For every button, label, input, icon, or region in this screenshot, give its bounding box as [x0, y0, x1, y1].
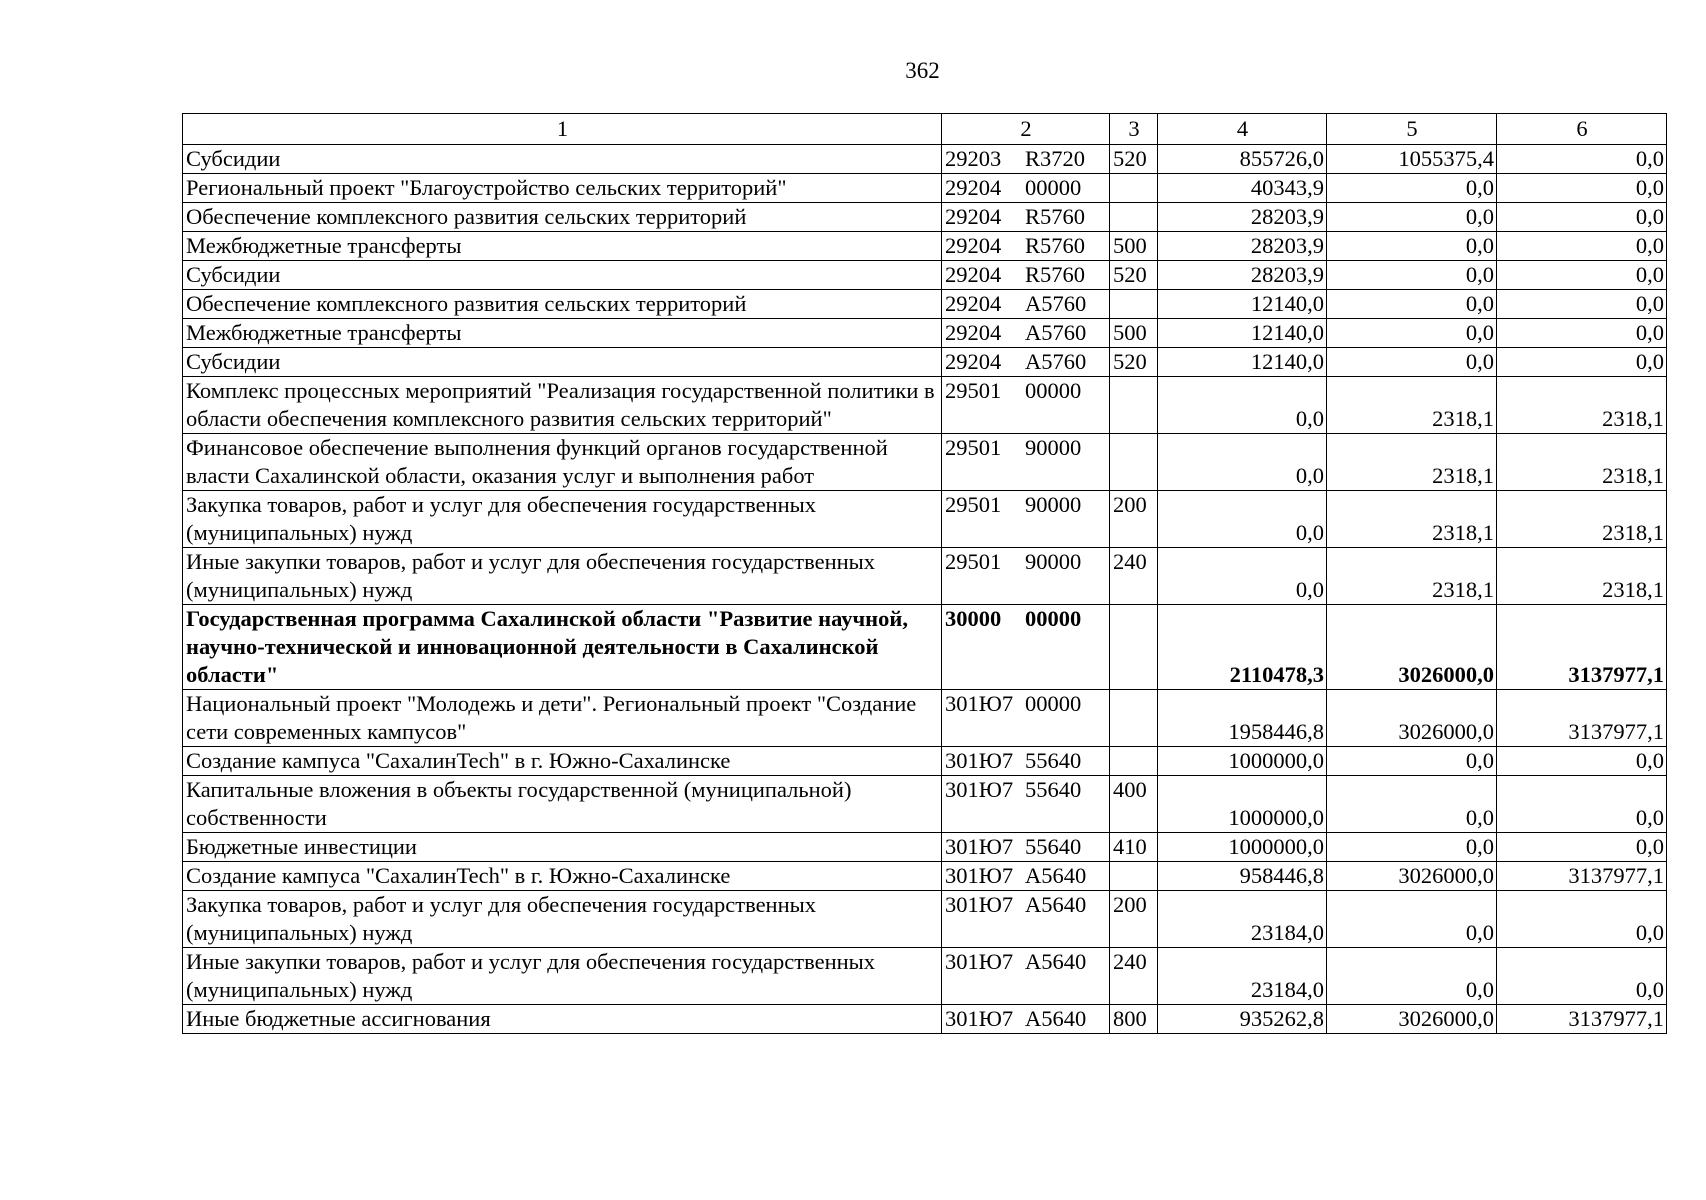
- row-expense-type-cell: 200: [1110, 891, 1158, 948]
- row-code-cell: [942, 290, 1110, 319]
- program-code: 29204: [945, 320, 1002, 345]
- budget-table: [182, 113, 1667, 1034]
- row-value-col5: 3026000,0: [1327, 690, 1497, 747]
- row-value-col4: 935262,8: [1158, 1005, 1327, 1034]
- direction-code: 55640: [1025, 777, 1082, 802]
- direction-code: 00000: [1025, 691, 1082, 716]
- table-row: [183, 1005, 1667, 1034]
- row-name-cell: Субсидии: [183, 348, 942, 377]
- row-value-col6: 0,0: [1497, 891, 1667, 948]
- row-value-col4: 1000000,0: [1158, 833, 1327, 862]
- direction-code: A5640: [1025, 1006, 1087, 1031]
- program-code: 29501: [945, 378, 1002, 403]
- row-code-cell: [942, 948, 1110, 1005]
- row-value-col5: 2318,1: [1327, 548, 1497, 605]
- direction-code: A5640: [1025, 892, 1087, 917]
- row-code-cell: [942, 862, 1110, 891]
- row-value-col6: 0,0: [1497, 776, 1667, 833]
- row-code-cell: [942, 348, 1110, 377]
- row-expense-type-cell: 240: [1110, 948, 1158, 1005]
- row-value-col5: 3026000,0: [1327, 1005, 1497, 1034]
- direction-code: 55640: [1025, 834, 1082, 859]
- row-value-col6: 0,0: [1497, 145, 1667, 174]
- column-header: 1: [183, 114, 942, 145]
- row-code-cell: [942, 548, 1110, 605]
- direction-code: A5760: [1025, 349, 1087, 374]
- table-row: [183, 290, 1667, 319]
- direction-code: A5640: [1025, 863, 1087, 888]
- row-value-col4: 1000000,0: [1158, 747, 1327, 776]
- table-row: [183, 174, 1667, 203]
- row-value-col5: 0,0: [1327, 232, 1497, 261]
- row-value-col4: 12140,0: [1158, 348, 1327, 377]
- row-value-col5: 1055375,4: [1327, 145, 1497, 174]
- program-code: 29204: [945, 233, 1002, 258]
- row-value-col4: 1000000,0: [1158, 776, 1327, 833]
- table-row: [183, 145, 1667, 174]
- row-code-cell: [942, 833, 1110, 862]
- direction-code: 90000: [1025, 435, 1082, 460]
- row-value-col6: 0,0: [1497, 261, 1667, 290]
- row-value-col6: 0,0: [1497, 319, 1667, 348]
- row-value-col6: 3137977,1: [1497, 605, 1667, 690]
- row-name-cell: Комплекс процессных мероприятий "Реализация государственной политики в области обеспечения комплексного развития сельских территорий": [183, 377, 942, 434]
- row-value-col4: 28203,9: [1158, 261, 1327, 290]
- table-body: [183, 114, 1667, 1034]
- row-name-cell: Межбюджетные трансферты: [183, 319, 942, 348]
- program-code: 29501: [945, 549, 1002, 574]
- row-code-cell: [942, 690, 1110, 747]
- table-row: [183, 491, 1667, 548]
- row-name-cell: Иные закупки товаров, работ и услуг для обеспечения государственных (муниципальных) нужд: [183, 948, 942, 1005]
- row-name-cell: Обеспечение комплексного развития сельских территорий: [183, 290, 942, 319]
- row-value-col4: 28203,9: [1158, 203, 1327, 232]
- row-value-col5: 2318,1: [1327, 434, 1497, 491]
- program-code: 301Ю7: [945, 691, 1014, 716]
- row-expense-type-cell: [1110, 434, 1158, 491]
- row-expense-type-cell: 240: [1110, 548, 1158, 605]
- row-value-col4: 958446,8: [1158, 862, 1327, 891]
- row-expense-type-cell: 410: [1110, 833, 1158, 862]
- page-number: 362: [905, 58, 940, 83]
- row-code-cell: [942, 232, 1110, 261]
- row-value-col6: 0,0: [1497, 833, 1667, 862]
- program-code: 29204: [945, 262, 1002, 287]
- table-row: [183, 747, 1667, 776]
- program-code: 29501: [945, 492, 1002, 517]
- program-code: 301Ю7: [945, 777, 1014, 802]
- row-expense-type-cell: 520: [1110, 261, 1158, 290]
- row-value-col5: 0,0: [1327, 203, 1497, 232]
- direction-code: R5760: [1025, 204, 1086, 229]
- row-value-col4: 28203,9: [1158, 232, 1327, 261]
- table-row: [183, 434, 1667, 491]
- row-value-col5: 0,0: [1327, 261, 1497, 290]
- row-value-col5: 0,0: [1327, 833, 1497, 862]
- row-value-col5: 3026000,0: [1327, 862, 1497, 891]
- row-value-col4: 855726,0: [1158, 145, 1327, 174]
- row-code-cell: [942, 319, 1110, 348]
- row-name-cell: Финансовое обеспечение выполнения функций органов государственной власти Сахалинской области, оказания услуг и выполнения работ: [183, 434, 942, 491]
- column-header: 2: [942, 114, 1110, 145]
- row-name-cell: Иные бюджетные ассигнования: [183, 1005, 942, 1034]
- row-name-cell: Субсидии: [183, 145, 942, 174]
- row-name-cell: Капитальные вложения в объекты государственной (муниципальной) собственности: [183, 776, 942, 833]
- direction-code: R5760: [1025, 262, 1086, 287]
- row-expense-type-cell: 800: [1110, 1005, 1158, 1034]
- program-code: 301Ю7: [945, 863, 1014, 888]
- program-code: 29204: [945, 349, 1002, 374]
- row-value-col6: 3137977,1: [1497, 690, 1667, 747]
- direction-code: 55640: [1025, 748, 1082, 773]
- program-code: 301Ю7: [945, 892, 1014, 917]
- row-value-col6: 0,0: [1497, 348, 1667, 377]
- row-name-cell: Межбюджетные трансферты: [183, 232, 942, 261]
- table-row: [183, 833, 1667, 862]
- row-code-cell: [942, 605, 1110, 690]
- table-row: [183, 862, 1667, 891]
- direction-code: R5760: [1025, 233, 1086, 258]
- row-value-col6: 0,0: [1497, 203, 1667, 232]
- table-row: [183, 548, 1667, 605]
- table-row: [183, 319, 1667, 348]
- row-expense-type-cell: [1110, 174, 1158, 203]
- row-value-col4: 1958446,8: [1158, 690, 1327, 747]
- direction-code: 00000: [1025, 175, 1082, 200]
- row-value-col5: 0,0: [1327, 290, 1497, 319]
- row-value-col6: 0,0: [1497, 948, 1667, 1005]
- program-code: 29204: [945, 204, 1002, 229]
- row-name-cell: Государственная программа Сахалинской области "Развитие научной, научно-технической и инновационной деятельности в Сахалинской области": [183, 605, 942, 690]
- program-code: 301Ю7: [945, 949, 1014, 974]
- row-code-cell: [942, 776, 1110, 833]
- row-expense-type-cell: [1110, 690, 1158, 747]
- table-row: [183, 776, 1667, 833]
- direction-code: R3720: [1025, 146, 1086, 171]
- program-code: 29203: [945, 146, 1002, 171]
- row-code-cell: [942, 203, 1110, 232]
- table-row: [183, 948, 1667, 1005]
- row-expense-type-cell: [1110, 747, 1158, 776]
- row-value-col6: 0,0: [1497, 174, 1667, 203]
- row-expense-type-cell: [1110, 203, 1158, 232]
- row-value-col4: 0,0: [1158, 491, 1327, 548]
- row-expense-type-cell: [1110, 605, 1158, 690]
- row-value-col6: 2318,1: [1497, 434, 1667, 491]
- direction-code: A5760: [1025, 291, 1087, 316]
- table-row: [183, 232, 1667, 261]
- program-code: 29204: [945, 291, 1002, 316]
- table-row: [183, 203, 1667, 232]
- table-row: [183, 891, 1667, 948]
- direction-code: A5640: [1025, 949, 1087, 974]
- program-code: 301Ю7: [945, 748, 1014, 773]
- column-header: 5: [1327, 114, 1497, 145]
- row-expense-type-cell: 200: [1110, 491, 1158, 548]
- row-value-col5: 0,0: [1327, 174, 1497, 203]
- row-value-col6: 3137977,1: [1497, 1005, 1667, 1034]
- program-code: 29204: [945, 175, 1002, 200]
- row-value-col5: 0,0: [1327, 891, 1497, 948]
- row-name-cell: Иные закупки товаров, работ и услуг для обеспечения государственных (муниципальных) нужд: [183, 548, 942, 605]
- row-value-col5: 3026000,0: [1327, 605, 1497, 690]
- direction-code: 00000: [1025, 378, 1082, 403]
- row-expense-type-cell: [1110, 862, 1158, 891]
- row-value-col4: 12140,0: [1158, 290, 1327, 319]
- row-name-cell: Создание кампуса "СахалинTech" в г. Южно-Сахалинске: [183, 862, 942, 891]
- program-code: 30000: [945, 606, 1002, 631]
- table-row: [183, 348, 1667, 377]
- row-value-col4: 23184,0: [1158, 891, 1327, 948]
- row-expense-type-cell: 500: [1110, 319, 1158, 348]
- row-value-col6: 2318,1: [1497, 491, 1667, 548]
- row-expense-type-cell: 400: [1110, 776, 1158, 833]
- table-row: [183, 377, 1667, 434]
- row-value-col4: 23184,0: [1158, 948, 1327, 1005]
- row-name-cell: Субсидии: [183, 261, 942, 290]
- row-value-col4: 0,0: [1158, 434, 1327, 491]
- row-value-col4: 0,0: [1158, 377, 1327, 434]
- row-code-cell: [942, 174, 1110, 203]
- column-number-row: [183, 114, 1667, 145]
- column-header: 4: [1158, 114, 1327, 145]
- row-value-col4: 2110478,3: [1158, 605, 1327, 690]
- table-row: [183, 261, 1667, 290]
- table-row: [183, 690, 1667, 747]
- row-code-cell: [942, 261, 1110, 290]
- row-value-col5: 0,0: [1327, 747, 1497, 776]
- direction-code: 90000: [1025, 492, 1082, 517]
- row-expense-type-cell: [1110, 377, 1158, 434]
- row-value-col4: 40343,9: [1158, 174, 1327, 203]
- row-value-col5: 2318,1: [1327, 377, 1497, 434]
- row-name-cell: Бюджетные инвестиции: [183, 833, 942, 862]
- row-value-col5: 0,0: [1327, 319, 1497, 348]
- row-code-cell: [942, 747, 1110, 776]
- row-value-col6: 2318,1: [1497, 377, 1667, 434]
- row-code-cell: [942, 1005, 1110, 1034]
- row-code-cell: [942, 891, 1110, 948]
- direction-code: 00000: [1025, 606, 1082, 631]
- row-name-cell: Закупка товаров, работ и услуг для обеспечения государственных (муниципальных) нужд: [183, 891, 942, 948]
- row-value-col5: 2318,1: [1327, 491, 1497, 548]
- program-code: 301Ю7: [945, 1006, 1014, 1031]
- row-value-col6: 3137977,1: [1497, 862, 1667, 891]
- row-value-col6: 0,0: [1497, 232, 1667, 261]
- column-header: 6: [1497, 114, 1667, 145]
- row-value-col4: 12140,0: [1158, 319, 1327, 348]
- row-name-cell: Закупка товаров, работ и услуг для обеспечения государственных (муниципальных) нужд: [183, 491, 942, 548]
- row-code-cell: [942, 377, 1110, 434]
- row-code-cell: [942, 491, 1110, 548]
- row-name-cell: Национальный проект "Молодежь и дети". Региональный проект "Создание сети современных кампусов": [183, 690, 942, 747]
- row-expense-type-cell: 500: [1110, 232, 1158, 261]
- direction-code: 90000: [1025, 549, 1082, 574]
- row-value-col5: 0,0: [1327, 776, 1497, 833]
- row-code-cell: [942, 434, 1110, 491]
- row-code-cell: [942, 145, 1110, 174]
- row-value-col5: 0,0: [1327, 948, 1497, 1005]
- table-row: [183, 605, 1667, 690]
- row-name-cell: Создание кампуса "СахалинTech" в г. Южно-Сахалинске: [183, 747, 942, 776]
- program-code: 301Ю7: [945, 834, 1014, 859]
- row-name-cell: Региональный проект "Благоустройство сельских территорий": [183, 174, 942, 203]
- row-expense-type-cell: 520: [1110, 145, 1158, 174]
- row-name-cell: Обеспечение комплексного развития сельских территорий: [183, 203, 942, 232]
- row-expense-type-cell: [1110, 290, 1158, 319]
- row-value-col5: 0,0: [1327, 348, 1497, 377]
- row-value-col6: 0,0: [1497, 290, 1667, 319]
- row-value-col6: 2318,1: [1497, 548, 1667, 605]
- column-header: 3: [1110, 114, 1158, 145]
- row-value-col4: 0,0: [1158, 548, 1327, 605]
- row-expense-type-cell: 520: [1110, 348, 1158, 377]
- row-value-col6: 0,0: [1497, 747, 1667, 776]
- program-code: 29501: [945, 435, 1002, 460]
- direction-code: A5760: [1025, 320, 1087, 345]
